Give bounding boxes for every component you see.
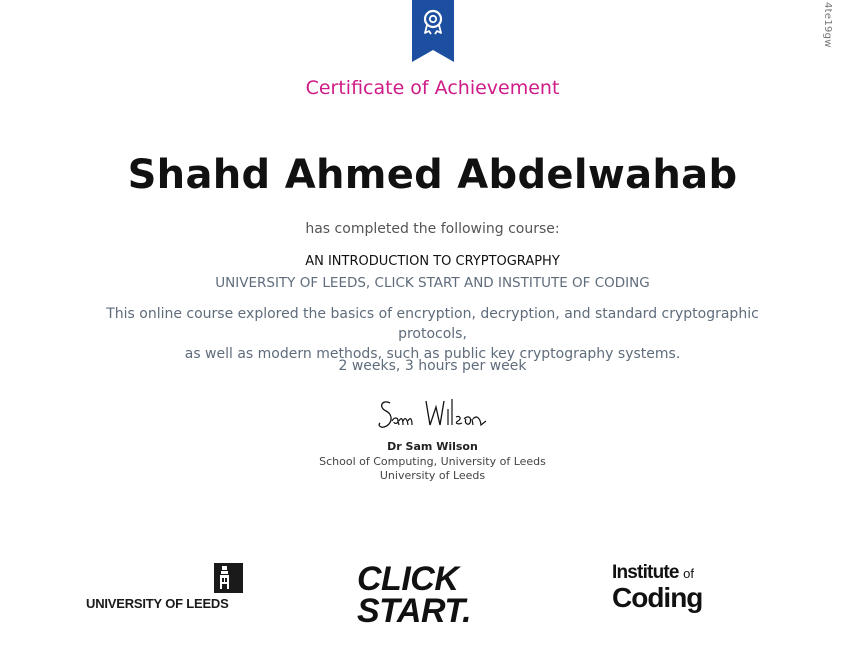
leeds-tower-icon bbox=[214, 563, 243, 593]
recipient-name: Shahd Ahmed Abdelwahab bbox=[127, 152, 738, 198]
university-of-leeds-logo bbox=[86, 563, 246, 613]
certificate-title: Certificate of Achievement bbox=[305, 77, 560, 99]
signer-institution: University of Leeds bbox=[379, 469, 486, 482]
signer-name: Dr Sam Wilson bbox=[387, 440, 478, 453]
signer-department: School of Computing, University of Leeds bbox=[319, 455, 546, 468]
course-organizations: UNIVERSITY OF LEEDS, CLICK START AND INSTITUTE OF CODING bbox=[215, 275, 650, 291]
ioc-of-text: of bbox=[683, 566, 695, 581]
certificate-id: 4te19gw bbox=[822, 2, 833, 48]
signature-image bbox=[374, 395, 494, 437]
click-start-line2: START. bbox=[357, 592, 472, 630]
leeds-logo-text: UNIVERSITY OF LEEDS bbox=[86, 596, 229, 611]
completed-text: has completed the following course: bbox=[305, 221, 560, 237]
course-name: AN INTRODUCTION TO CRYPTOGRAPHY bbox=[305, 254, 560, 269]
ioc-top-line bbox=[612, 562, 694, 584]
award-ribbon-icon bbox=[412, 0, 454, 62]
click-start-line1: CLICK bbox=[357, 560, 459, 598]
ioc-coding-text: Coding bbox=[612, 582, 703, 613]
course-duration: 2 weeks, 3 hours per week bbox=[338, 358, 527, 374]
click-start-logo bbox=[357, 562, 502, 628]
institute-of-coding-logo bbox=[612, 562, 732, 622]
course-description-line: as well as modern methods, such as public key cryptography systems. bbox=[184, 346, 681, 362]
ioc-institute-text: Institute bbox=[612, 562, 679, 583]
course-description-line: This online course explored the basics of encryption, decryption, and standard cryptographic protocols, bbox=[106, 306, 759, 342]
course-description bbox=[80, 304, 785, 364]
